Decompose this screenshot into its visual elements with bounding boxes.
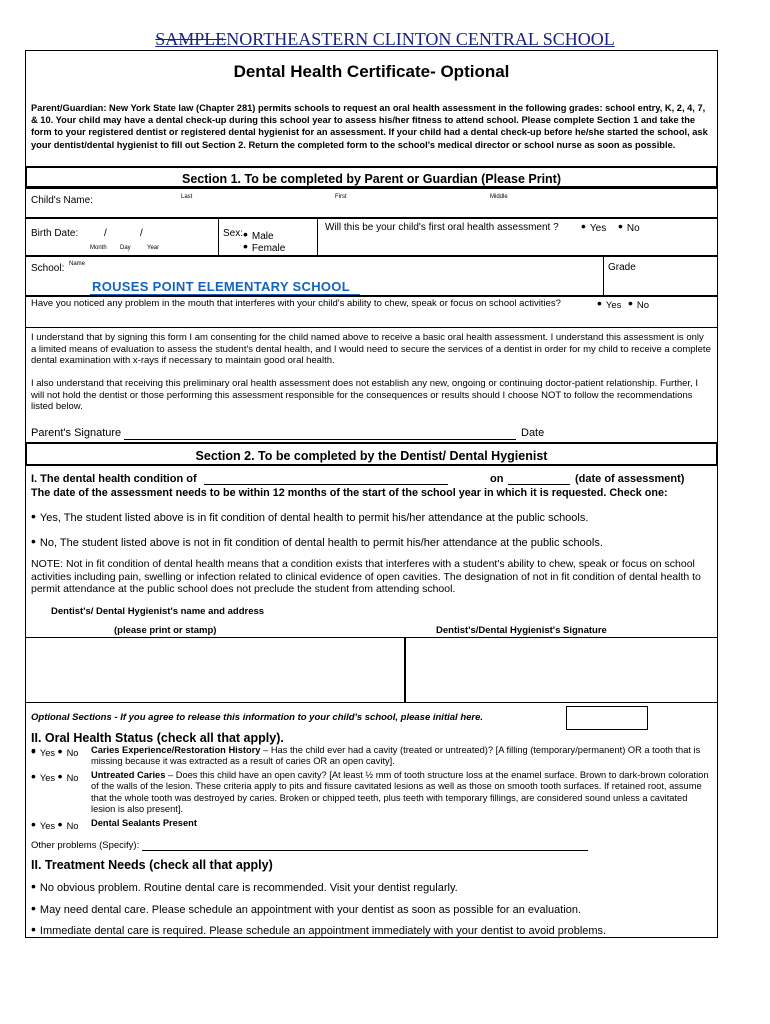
fit-yes-option[interactable]: • Yes, The student listed above is in fit condition of dental health to permit his/her attendance at the public schools. [31,508,588,524]
date-slash-1: / [104,228,107,239]
caries-item [31,745,711,768]
month-label: Month [90,245,107,251]
dentist-signature-label: Dentist's/Dental Hygienist's Signature [436,625,607,636]
birth-date-label: Birth Date: [31,228,79,239]
section1-title: Section 1. To be completed by Parent or Guardian (Please Print) [181,172,562,186]
sealants-yes-no[interactable]: • Yes • No [31,816,78,832]
dentist-signature-box[interactable] [405,637,718,703]
on-label: on [490,473,504,485]
school-name-label: Name [69,261,86,267]
treatment-heading: II. Treatment Needs (check all that apply) [31,858,273,872]
sex-label: Sex: [223,228,244,239]
first-label: First [335,194,347,200]
assessment-date-line[interactable] [508,484,570,485]
last-label: Last [181,194,193,200]
school-name: NORTHEASTERN CLINTON CENTRAL SCHOOL [226,29,615,49]
caries-label: Caries Experience/Restoration History [91,745,261,755]
untreated-item [31,770,711,815]
sealants-label: Dental Sealants Present [91,818,197,828]
problem-yes[interactable]: • Yes [597,295,621,311]
child-name-row [25,188,718,218]
consent-paragraph-1: I understand that by signing this form I am consenting for the child named above to receive a basic oral health assessment. I understand this assessment is only a limited means of evaluation to assess the student's dental health, and I would need to secure the services of a dentist in order for my child to receive a complete dental examination with x-rays if necessary to maintain good oral health. [31,332,711,366]
problem-no[interactable]: • No [628,295,649,311]
fit-no-option[interactable]: • No, The student listed above is not in fit condition of dental health to permit his/her attendance at the public schools. [31,533,603,549]
oral-health-heading: II. Oral Health Status (check all that apply). [31,731,284,745]
child-name-label: Child's Name: [31,195,93,206]
sealants-item [31,818,711,828]
treatment-option-1[interactable]: • No obvious problem. Routine dental care is recommended. Visit your dentist regularly. [31,878,458,894]
school-header [0,29,770,50]
sample-watermark: SAMPLE [155,29,227,49]
other-problems-label: Other problems (Specify): [31,840,140,851]
intro-text: Parent/Guardian: New York State law (Chapter 281) permits schools to request an oral health assessment in the following grades: school entry, K, 2, 4, 7, & 10. Your child may have a dental check-up during this school year to assess his/her fitness to attend school. Please complete Section 1 and take the form to your registered dentist or registered dental hygienist for an assessment. If your child had a dental check-up before he/she started the school, ask your dentist/dental hygienist to fill out Section 2. Return the completed form to the school's medical director or school nurse as soon as possible. [31,103,708,150]
dentist-name-label: Dentist's/ Dental Hygienist's name and address [51,606,265,617]
year-label: Year [147,245,160,251]
parent-signature-label: Parent's Signature [31,427,122,439]
parent-date-label: Date [521,427,545,439]
date-of-assessment-label: (date of assessment) [575,473,685,485]
initial-box[interactable] [566,706,648,730]
first-assessment-question: Will this be your child's first oral health assessment ? [325,222,559,233]
section1-header [25,166,718,188]
assessment-requirement: The date of the assessment needs to be within 12 months of the start of the school year in which it is requested. Check one: [31,487,668,499]
problem-question: Have you noticed any problem in the mouth that interferes with your child's ability to chew, speak or focus on school activities? [31,298,561,309]
release-text: Optional Sections - If you agree to release this information to your child's school, please initial here. [31,712,484,723]
student-name-line[interactable] [204,484,448,485]
treatment-option-3[interactable]: • Immediate dental care is required. Please schedule an appointment immediately with your dentist to avoid problems. [31,921,606,937]
untreated-yes-no[interactable]: • Yes • No [31,768,78,784]
consent-paragraph-2: I also understand that receiving this preliminary oral health assessment does not establish any new, ongoing or continuing doctor-patient relationship. Further, I will not hold the dentist or those performing this assessment responsible for the consequences or results should I choose NOT to follow the recommendations listed below. [31,378,698,412]
school-value[interactable]: ROUSES POINT ELEMENTARY SCHOOL [92,279,350,294]
school-label: School: [31,263,65,274]
middle-label: Middle [490,194,508,200]
untreated-label: Untreated Caries [91,770,166,780]
untreated-text: – Does this child have an open cavity? [At least ½ mm of tooth structure loss at the enamel surface. Brown to dark-brown coloration of the walls of the lesion. These criteria apply to pits and fissure cavitated lesions as well as those on smooth tooth surfaces. If retained root, assume that the whole tooth was destroyed by caries. Broken or chipped teeth, plus teeth with temporary fillings, are considered sound unless a cavitated lesion is also present]. [91,770,709,814]
school-underline [90,294,360,295]
date-slash-2: / [140,228,143,239]
female-option[interactable]: • Female [243,238,285,254]
male-option[interactable]: • Male [243,226,274,242]
note-text: NOTE: Not in fit condition of dental health means that a condition exists that interferes with a student's ability to chew, speak or focus on school activities including pain, swelling or infection related to clinical evidence of open cavities. The designation of not in fit condition of dental health to permit attendance at the public school does not preclude the student from attending school. [31,558,701,595]
caries-text: – Has the child ever had a cavity (treated or untreated)? [A filling (temporary/permanent) OR a tooth that is missing because it was extracted as a result of caries OR an open cavity]. [91,745,701,767]
caries-yes-no[interactable]: • Yes • No [31,743,78,759]
form-title: Dental Health Certificate- Optional [233,62,510,81]
print-stamp-label: (please print or stamp) [114,625,217,636]
parent-signature-line[interactable] [124,439,516,440]
section2-header [25,442,718,466]
other-problems-line[interactable] [142,850,588,851]
section2-title: Section 2. To be completed by the Dentist/ Dental Hygienist [195,449,548,463]
first-assessment-no[interactable]: • No [618,218,640,234]
grade-label: Grade [608,262,636,273]
treatment-option-2[interactable]: • May need dental care. Please schedule an appointment with your dentist as soon as possible for an evaluation. [31,900,581,916]
first-assessment-yes[interactable]: • Yes [581,218,606,234]
condition-line: I. The dental health condition of [31,473,197,485]
dentist-address-box[interactable] [25,637,405,703]
day-label: Day [120,245,131,251]
